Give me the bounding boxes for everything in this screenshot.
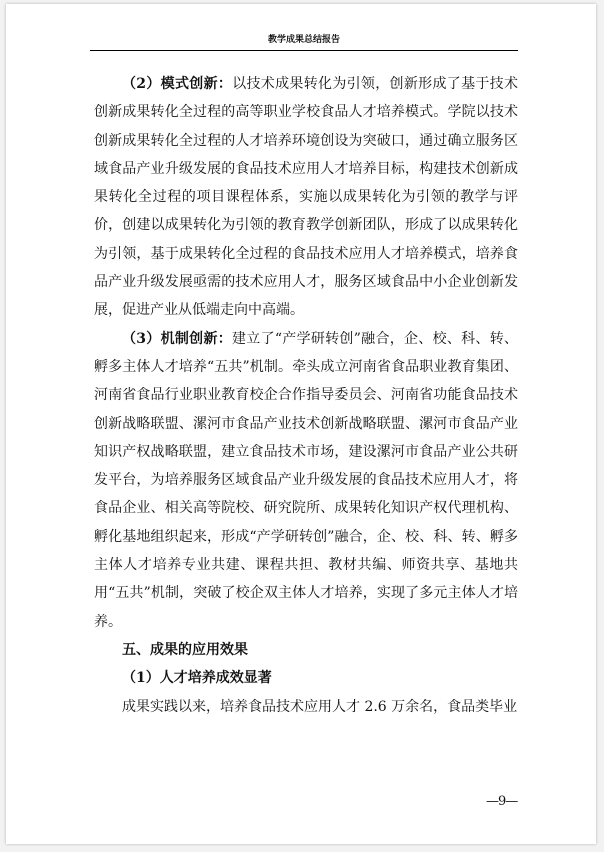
paragraph-results: 成果实践以来，培养食品技术应用人才 2.6 万余名，食品类毕业 (122, 698, 518, 715)
section-heading: 五、成果的应用效果 (122, 641, 248, 658)
paragraph-mode-innovation (94, 70, 518, 325)
page-header-title: 教学成果总结报告 (267, 35, 340, 45)
sub-heading: （1）人才培养成效显著 (122, 670, 272, 687)
paragraph-mechanism-innovation (94, 325, 518, 636)
paragraph-lead: （3）机制创新： (122, 330, 233, 347)
page-number: —9— (486, 794, 518, 809)
paragraph-text: 以技术成果转化为引领，创新形成了基于技术创新成果转化全过程的高等职业学校食品人才培养模式。学院以技术创新成果转化全过程的人才培养环境创设为突破口，通过确立服务区域食品产业升级发展的食品技术应用人才培养目标，构建技术创新成果转化全过程的项目课程体系，实施以成果转化为引领的教学与评价，创建以成果转化为引领的教育教学创新团队，形成了以成果转化为引领，基于成果转化全过程的食品技术应用人才培养模式，培养食品产业升级发展亟需的技术应用人才，服务区域食品中小企业创新发展，促进产业从低端走向中高端。 (94, 76, 518, 319)
paragraph-lead: （2）模式创新： (122, 76, 233, 92)
page-body (94, 70, 518, 721)
document-page (6, 4, 596, 844)
header-divider (90, 50, 518, 51)
paragraph-text: 建立了“产学研转创”融合，企、校、科、转、孵多主体人才培养“五共”机制。牵头成立河南省食品职业教育集团、河南省食品行业职业教育校企合作指导委员会、河南省功能食品技术创新战略联盟、漯河市食品产业技术创新战略联盟、漯河市食品产业知识产权战略联盟，建立食品技术市场，建设漯河市食品产业公共研发平台，为培养服务区域食品产业升级发展的食品技术应用人才，将食品企业、相关高等院校、研究院所、成果转化知识产权代理机构、孵化基地组织起来，形成“产学研转创”融合，企、校、科、转、孵多主体人才培养专业共建、课程共担、教材共编、师资共享、基地共用“五共”机制，突破了校企双主体人才培养，实现了多元主体人才培养。 (94, 330, 518, 630)
